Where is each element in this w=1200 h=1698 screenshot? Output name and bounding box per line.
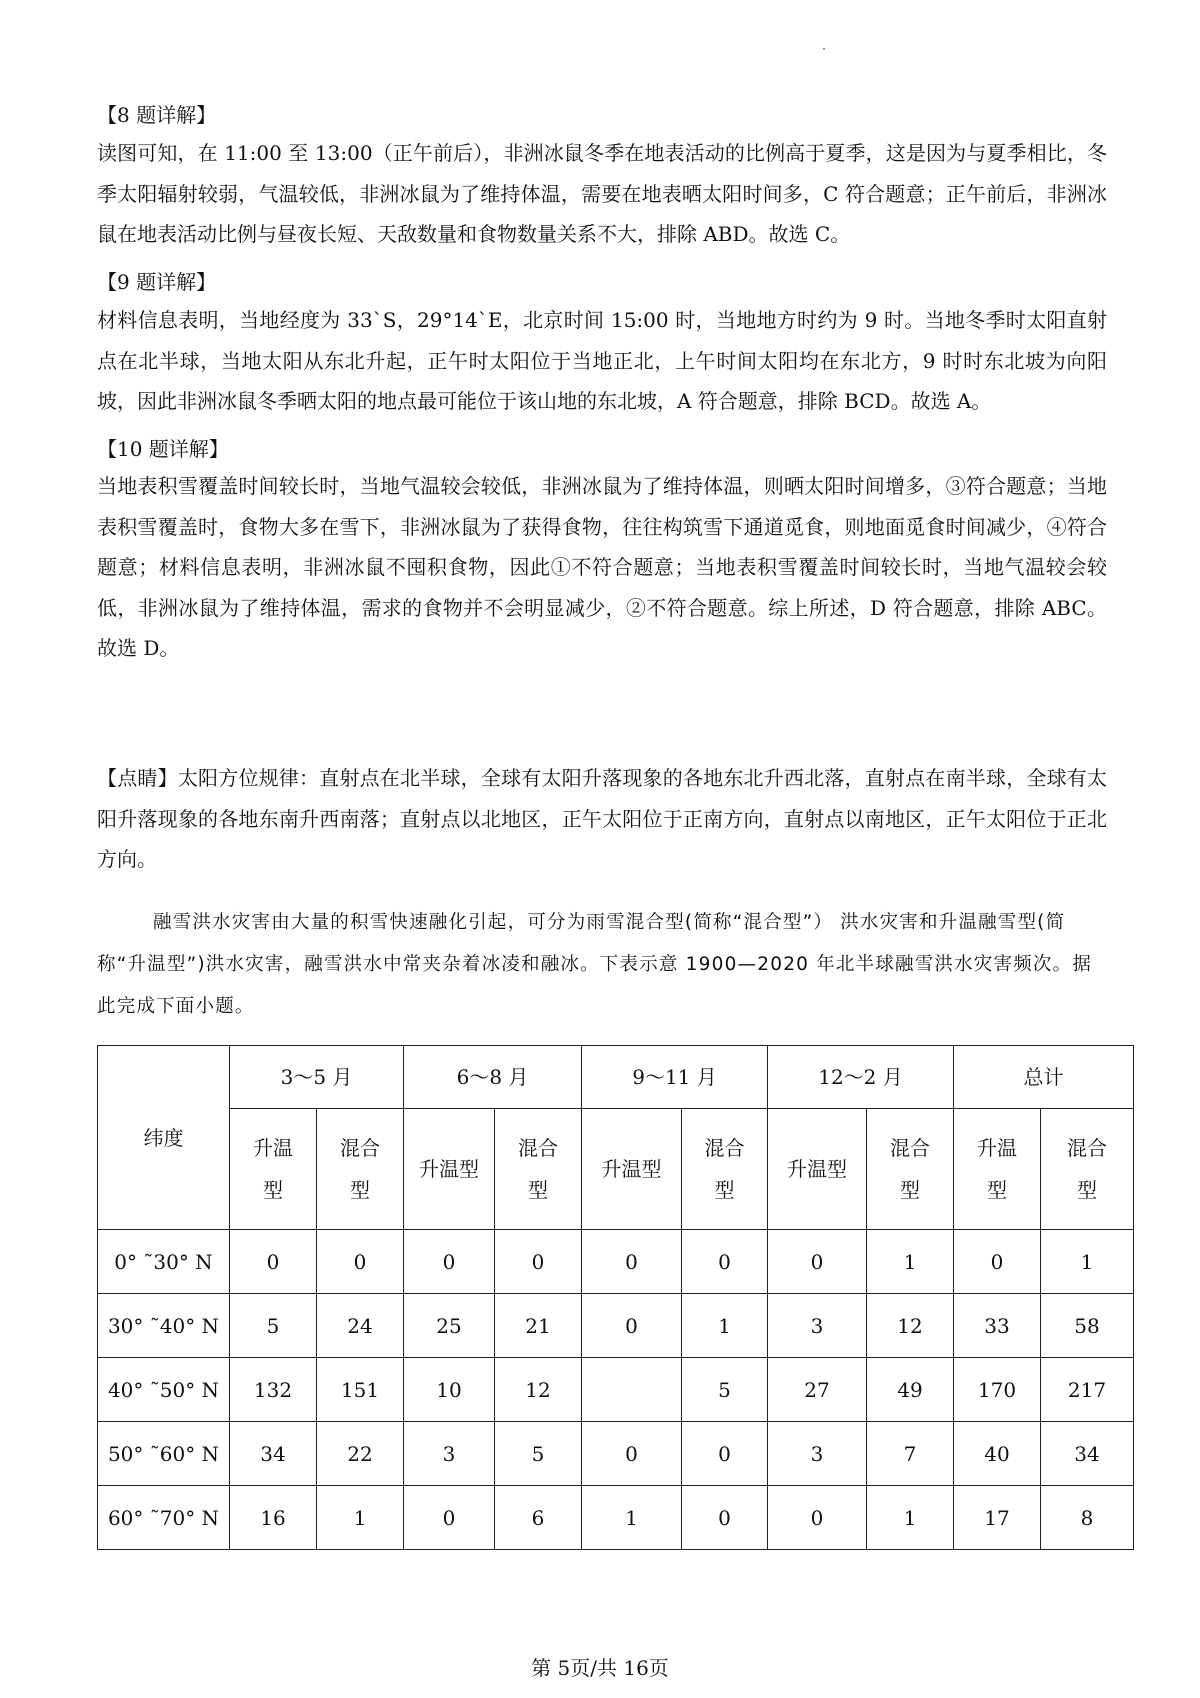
table-cell: 0 [954, 1230, 1041, 1294]
table-cell: 5 [495, 1422, 582, 1486]
table-cell: 5 [230, 1294, 317, 1358]
table-cell: 10 [404, 1358, 495, 1422]
table-cell: 0 [582, 1230, 682, 1294]
table-cell: 17 [954, 1486, 1041, 1550]
table-row [98, 1358, 1134, 1422]
subheader-warming: 升温型 [230, 1109, 317, 1230]
subheader-warming: 升温型 [582, 1109, 682, 1230]
latitude-cell: 0° ˜30° N [98, 1230, 230, 1294]
table-cell: 1 [867, 1230, 954, 1294]
table-cell: 1 [682, 1294, 768, 1358]
table-cell: 12 [495, 1358, 582, 1422]
table-cell: 151 [317, 1358, 404, 1422]
subheader-mixed: 混合型 [317, 1109, 404, 1230]
scan-speck [823, 48, 825, 50]
subheader-warming: 升温型 [768, 1109, 867, 1230]
table-cell: 0 [404, 1230, 495, 1294]
table-cell: 58 [1041, 1294, 1134, 1358]
latitude-cell: 50° ˜60° N [98, 1422, 230, 1486]
table-cell: 40 [954, 1422, 1041, 1486]
table-cell: 24 [317, 1294, 404, 1358]
tip-paragraph [97, 758, 1107, 880]
table-cell: 5 [682, 1358, 768, 1422]
table-cell: 7 [867, 1422, 954, 1486]
table-cell: 33 [954, 1294, 1041, 1358]
table-cell: 0 [768, 1486, 867, 1550]
period-header: 9～11 月 [582, 1046, 768, 1109]
q8-explanation: 读图可知，在 11:00 至 13:00（正午前后），非洲冰鼠冬季在地表活动的比例高于夏季，这是因为与夏季相比，冬季太阳辐射较弱，气温较低，非洲冰鼠为了维持体温，需要在地表晒太阳时间多，C 符合题意；正午前后，非洲冰鼠在地表活动比例与昼夜长短、天敌数量和食物数量关系不大，排除 ABD。故选 C。 [97, 141, 1107, 246]
subheader-warming: 升温型 [404, 1109, 495, 1230]
page-number: 第 5页/共 16页 [531, 1656, 669, 1680]
table-row [98, 1294, 1134, 1358]
table-cell: 0 [582, 1294, 682, 1358]
table-cell: 27 [768, 1358, 867, 1422]
table-cell: 34 [230, 1422, 317, 1486]
latitude-cell: 30° ˜40° N [98, 1294, 230, 1358]
table-cell: 21 [495, 1294, 582, 1358]
period-header: 6～8 月 [404, 1046, 582, 1109]
q8-heading: 【8 题详解】 [97, 103, 217, 127]
latitude-cell: 60° ˜70° N [98, 1486, 230, 1550]
table-cell: 1 [582, 1486, 682, 1550]
table-cell: 34 [1041, 1422, 1134, 1486]
subheader-mixed: 混合型 [495, 1109, 582, 1230]
table-cell: 25 [404, 1294, 495, 1358]
q10-heading: 【10 题详解】 [97, 437, 229, 461]
table-cell: 0 [404, 1486, 495, 1550]
snowmelt-flood-table [97, 1045, 1134, 1550]
table-cell: 0 [582, 1422, 682, 1486]
q9-heading: 【9 题详解】 [97, 270, 217, 294]
latitude-cell: 40° ˜50° N [98, 1358, 230, 1422]
table-cell: 3 [768, 1294, 867, 1358]
table-cell: 3 [404, 1422, 495, 1486]
table-row [98, 1422, 1134, 1486]
table-cell: 1 [867, 1486, 954, 1550]
table-cell: 0 [317, 1230, 404, 1294]
table-cell: 0 [495, 1230, 582, 1294]
table-cell [582, 1358, 682, 1422]
table-cell: 12 [867, 1294, 954, 1358]
period-header: 总计 [954, 1046, 1134, 1109]
q10-explanation: 当地表积雪覆盖时间较长时，当地气温较会较低，非洲冰鼠为了维持体温，则晒太阳时间增多，③符合题意；当地表积雪覆盖时，食物大多在雪下，非洲冰鼠为了获得食物，往往构筑雪下通道觅食，则地面觅食时间减少，④符合题意；材料信息表明，非洲冰鼠不囤积食物，因此①不符合题意；当地表积雪覆盖时间较长时，当地气温较会较低，非洲冰鼠为了维持体温，需求的食物并不会明显减少，②不符合题意。综上所述，D 符合题意，排除 ABC。故选 D。 [97, 474, 1107, 660]
table-cell: 1 [1041, 1230, 1134, 1294]
subheader-mixed: 混合型 [682, 1109, 768, 1230]
subheader-mixed: 混合型 [1041, 1109, 1134, 1230]
table-cell: 132 [230, 1358, 317, 1422]
table-row [98, 1486, 1134, 1550]
table-header-row [98, 1046, 1134, 1109]
question-intro: 融雪洪水灾害由大量的积雪快速融化引起，可分为雨雪混合型(简称“混合型”） 洪水灾害和升温融雪型(简称“升温型”)洪水灾害，融雪洪水中常夹杂着冰凌和融冰。下表示意 1900—2020 年北半球融雪洪水灾害频次。据此完成下面小题。 [97, 912, 1093, 1017]
table-cell: 1 [317, 1486, 404, 1550]
table-cell: 0 [682, 1230, 768, 1294]
table-cell: 3 [768, 1422, 867, 1486]
table-cell: 16 [230, 1486, 317, 1550]
tip-label: 【点睛】 [97, 766, 178, 790]
table-cell: 0 [768, 1230, 867, 1294]
period-header: 3～5 月 [230, 1046, 404, 1109]
table-row [98, 1230, 1134, 1294]
subheader-mixed: 混合型 [867, 1109, 954, 1230]
table-cell: 217 [1041, 1358, 1134, 1422]
q9-explanation: 材料信息表明，当地经度为 33`S，29°14`E，北京时间 15:00 时，当地地方时约为 9 时。当地冬季时太阳直射点在北半球，当地太阳从东北升起，正午时太阳位于当地正北，上午时间太阳均在东北方，9 时时东北坡为向阳坡，因此非洲冰鼠冬季晒太阳的地点最可能位于该山地的东北坡，A 符合题意，排除 BCD。故选 A。 [97, 308, 1107, 413]
table-cell: 170 [954, 1358, 1041, 1422]
table-cell: 8 [1041, 1486, 1134, 1550]
table-cell: 0 [682, 1422, 768, 1486]
table-cell: 0 [682, 1486, 768, 1550]
table-subheader-row [98, 1109, 1134, 1230]
latitude-header: 纬度 [98, 1046, 230, 1230]
period-header: 12～2 月 [768, 1046, 954, 1109]
table-cell: 49 [867, 1358, 954, 1422]
tip-body: 太阳方位规律：直射点在北半球，全球有太阳升落现象的各地东北升西北落，直射点在南半球，全球有太阳升落现象的各地东南升西南落；直射点以北地区，正午太阳位于正南方向，直射点以南地区，正午太阳位于正北方向。 [97, 766, 1108, 871]
table-cell: 0 [230, 1230, 317, 1294]
subheader-warming: 升温型 [954, 1109, 1041, 1230]
table-cell: 6 [495, 1486, 582, 1550]
table-cell: 22 [317, 1422, 404, 1486]
